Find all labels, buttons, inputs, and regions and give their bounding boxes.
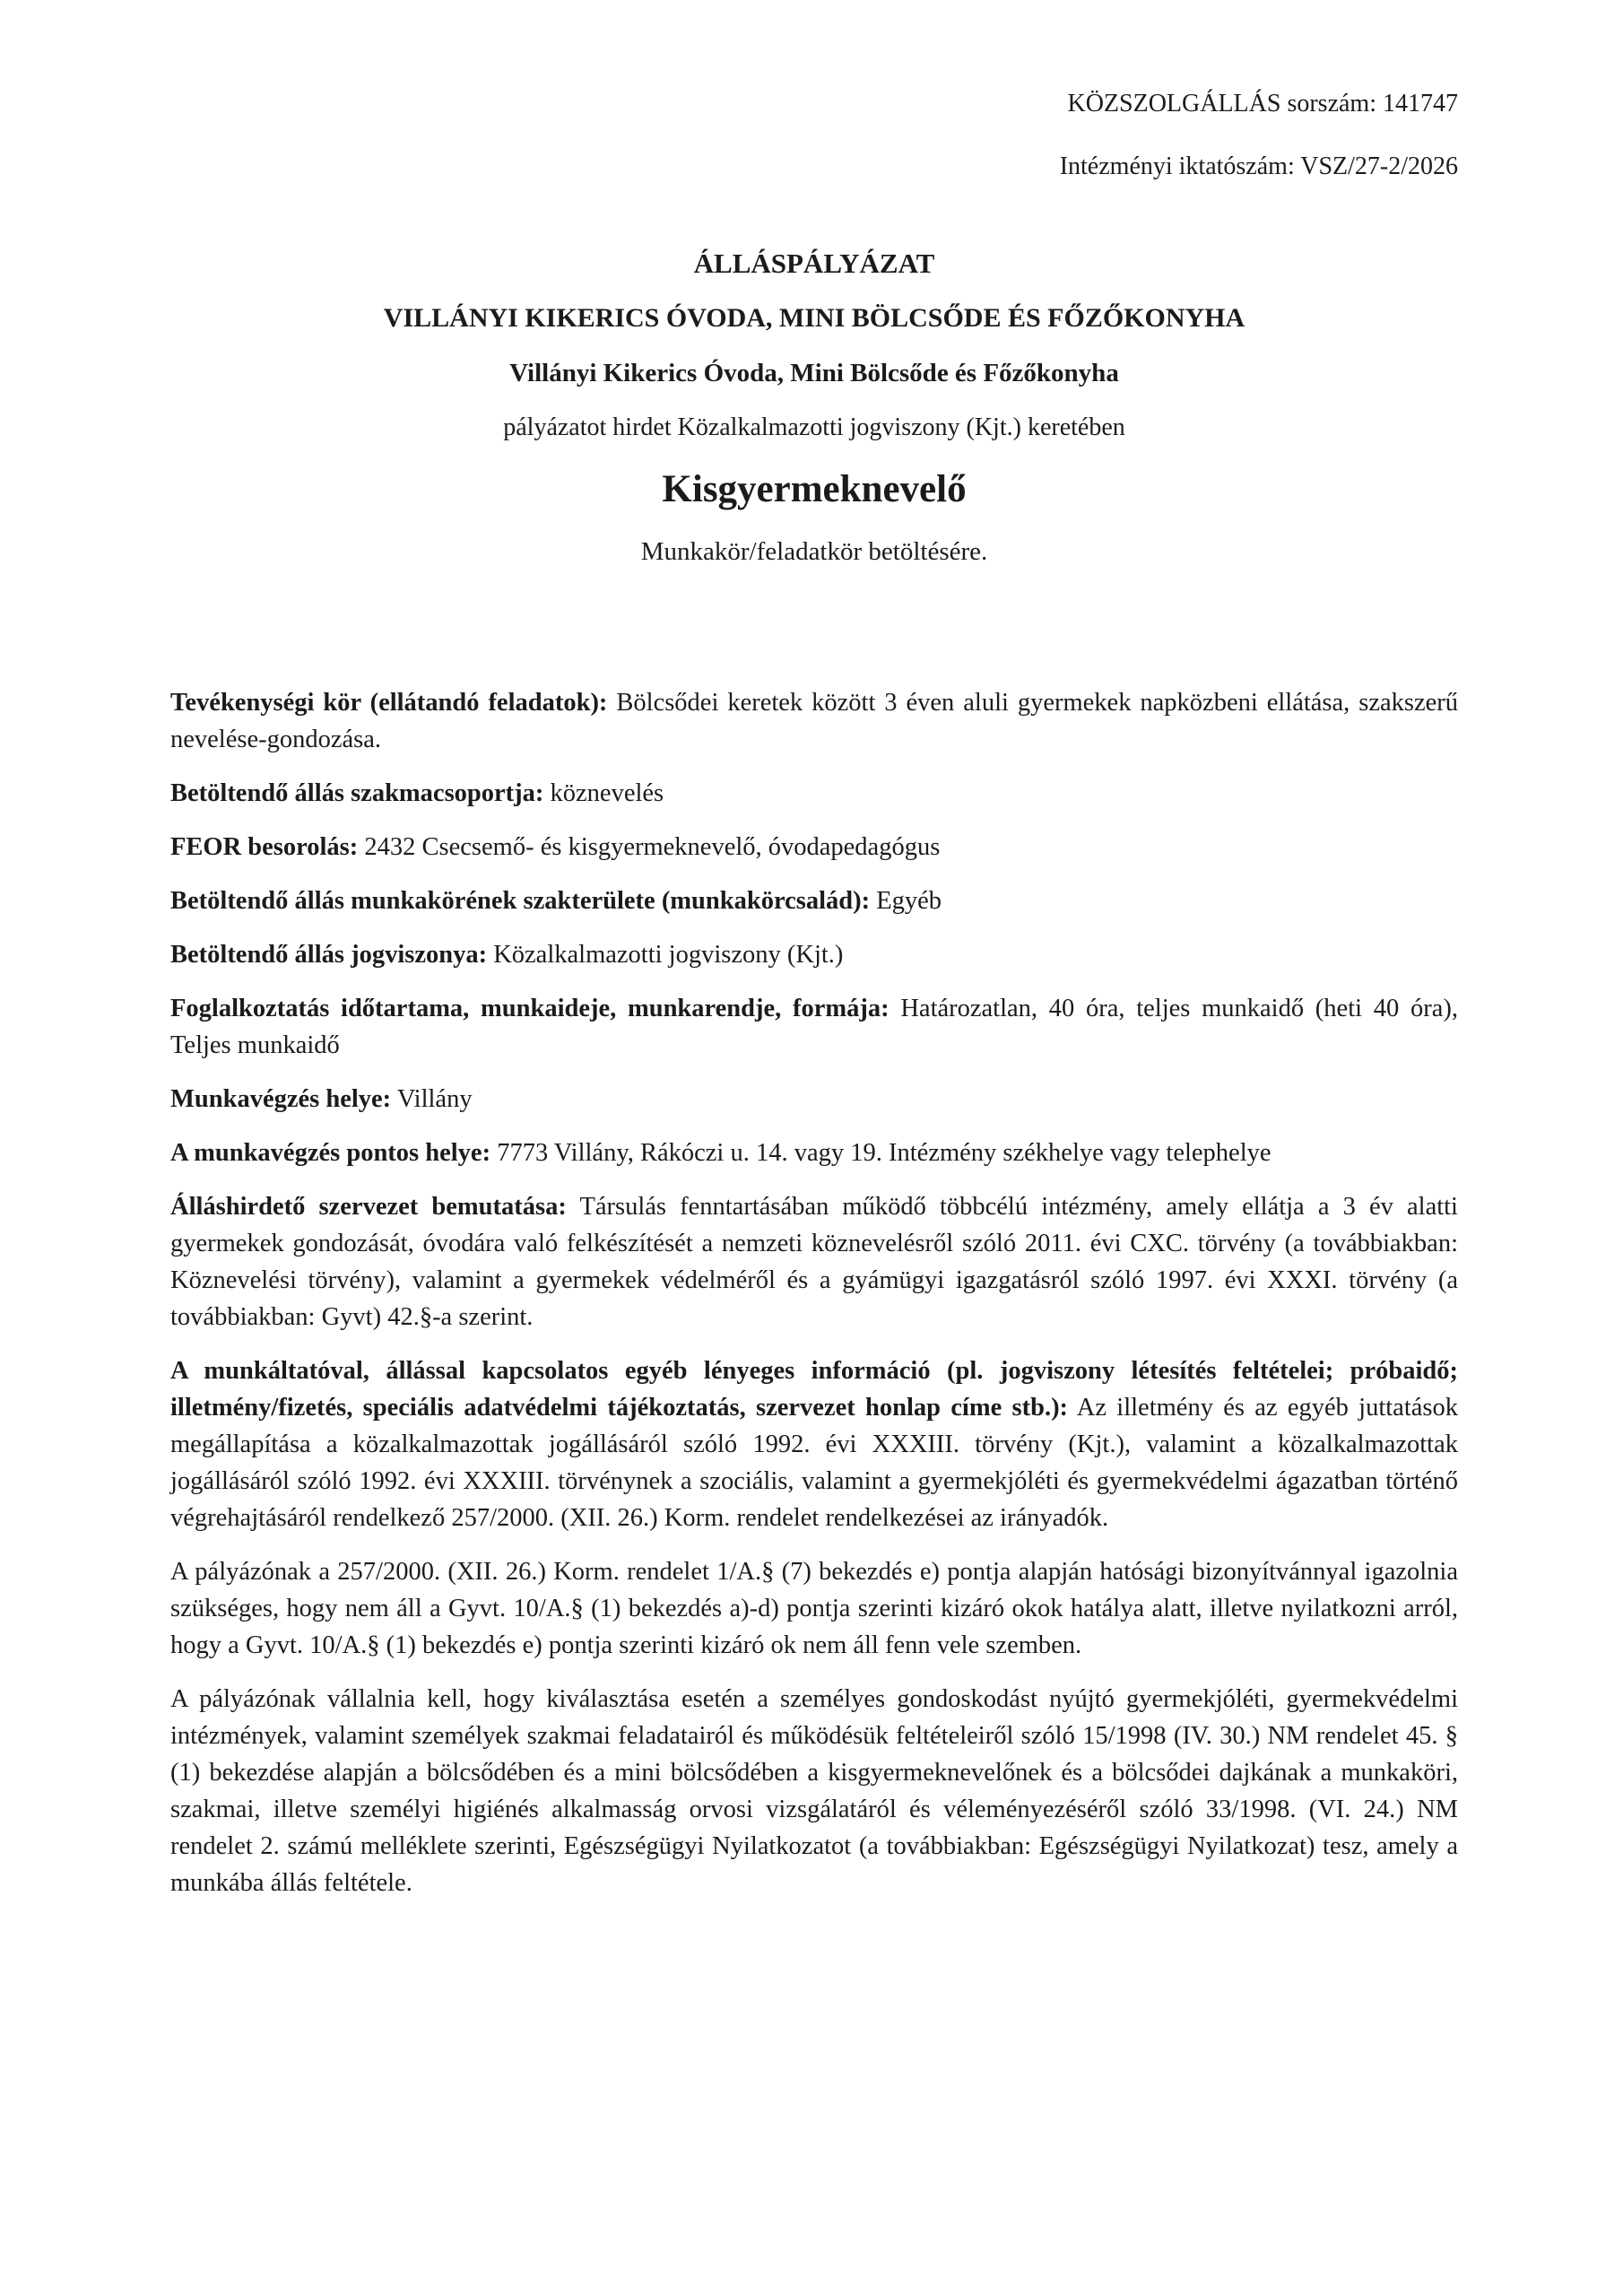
field-value: Villány <box>396 1085 473 1113</box>
job-field-paragraph <box>170 1188 1458 1335</box>
field-label: A munkavégzés pontos helye: <box>170 1139 491 1167</box>
job-field-paragraph <box>170 1081 1458 1118</box>
field-value: köznevelés <box>550 779 664 807</box>
field-value: Határozatlan, 40 óra, teljes munkaidő (heti 40 óra), Teljes munkaidő <box>170 995 1458 1059</box>
job-field-paragraph <box>170 684 1458 758</box>
field-label: FEOR besorolás: <box>170 833 359 861</box>
field-value: Közalkalmazotti jogviszony (Kjt.) <box>493 941 844 969</box>
field-value: Társulás fenntartásában működő többcélú intézmény, amely ellátja a 3 év alatti gyermekek gondozását, óvodára való felkészítését a nemzeti köznevelésről szóló 2011. évi CXC. törvény (a továbbiakban: Köznevelési törvény), valamint a gyermekek védelméről és a gyámügyi igazgatásról szóló 1997. évi XXXI. törvény (a továbbiakban: Gyvt) 42.§-a szerint. <box>170 1193 1458 1331</box>
field-label: Munkavégzés helye: <box>170 1085 392 1113</box>
position-title: Kisgyermeknevelő <box>662 468 967 510</box>
job-field-paragraph <box>170 775 1458 812</box>
field-value: Bölcsődei keretek között 3 éven aluli gyermekek napközbeni ellátása, szakszerű nevelése-gondozása. <box>170 689 1459 753</box>
organization-name-caps: VILLÁNYI KIKERICS ÓVODA, MINI BÖLCSŐDE ÉS FŐZŐKONYHA <box>383 303 1245 333</box>
job-field-paragraph <box>170 1135 1458 1171</box>
field-label: Álláshirdető szervezet bemutatása: <box>170 1193 567 1221</box>
field-value: 2432 Csecsemő- és kisgyermeknevelő, óvodapedagógus <box>364 833 941 861</box>
field-label: A munkáltatóval, állással kapcsolatos egyéb lényeges információ (pl. jogviszony létesítés feltételei; próbaidő; illetmény/fizetés, speciális adatvédelmi tájékoztatás, szervezet honlap címe stb.): <box>170 1357 1458 1422</box>
document-type-heading: ÁLLÁSPÁLYÁZAT <box>693 248 935 279</box>
serial-number-line: KÖZSZOLGÁLLÁS sorszám: 141747 <box>1067 90 1458 117</box>
job-field-paragraph <box>170 990 1458 1064</box>
field-value: A pályázónak a 257/2000. (XII. 26.) Korm. rendelet 1/A.§ (7) bekezdés e) pontja alapján hatósági bizonyítvánnyal igazolnia szükséges, hogy nem áll a Gyvt. 10/A.§ (1) bekezdés a)-d) pontja szerinti kizáró okok hatálya alatt, illetve nyilatkozni arról, hogy a Gyvt. 10/A.§ (1) bekezdés e) pontja szerinti kizáró ok nem áll fenn vele szemben. <box>170 1558 1458 1659</box>
field-value: Az illetmény és az egyéb juttatások megállapítása a közalkalmazottak jogállásáról szóló 1992. évi XXXIII. törvény (Kjt.), valamint a közalkalmazottak jogállásáról szóló 1992. évi XXXIII. törvénynek a szociális, valamint a gyermekjóléti és gyermekvédelmi ágazatban történő végrehajtásáról rendelkező 257/2000. (XII. 26.) Korm. rendelet rendelkezései az irányadók. <box>170 1394 1458 1532</box>
job-field-paragraph <box>170 1352 1458 1536</box>
job-field-paragraph <box>170 829 1458 865</box>
field-value: Egyéb <box>876 887 942 915</box>
registry-number-line: Intézményi iktatószám: VSZ/27-2/2026 <box>1059 152 1458 180</box>
job-field-paragraph <box>170 1681 1458 1901</box>
field-label: Betöltendő állás jogviszonya: <box>170 941 488 969</box>
field-label: Tevékenységi kör (ellátandó feladatok): <box>170 689 608 717</box>
organization-name: Villányi Kikerics Óvoda, Mini Bölcsőde és Főzőkonyha <box>509 359 1119 387</box>
document-header <box>170 86 1458 185</box>
field-value: A pályázónak vállalnia kell, hogy kiválasztása esetén a személyes gondoskodást nyújtó gyermekjóléti, gyermekvédelmi intézmények, valamint személyek szakmai feladatairól és működésük feltételeiről szóló 15/1998 (IV. 30.) NM rendelet 45. § (1) bekezdése alapján a bölcsődében és a mini bölcsődében a kisgyermeknevelőnek és a bölcsődei dajkának a munkaköri, szakmai, illetve személyi higiénés alkalmasság orvosi vizsgálatáról és véleményezéséről szóló 33/1998. (VI. 24.) NM rendelet 2. számú melléklete szerinti, Egészségügyi Nyilatkozatot (a továbbiakban: Egészségügyi Nyilatkozat) tesz, amely a munkába állás feltétele. <box>170 1685 1458 1897</box>
document-body <box>170 684 1458 1901</box>
field-label: Betöltendő állás szakmacsoportja: <box>170 779 544 807</box>
field-label: Foglalkoztatás időtartama, munkaideje, munkarendje, formája: <box>170 995 890 1022</box>
job-field-paragraph <box>170 883 1458 919</box>
job-field-paragraph <box>170 936 1458 973</box>
field-label: Betöltendő állás munkakörének szakterülete (munkakörcsalád): <box>170 887 871 915</box>
field-value: 7773 Villány, Rákóczi u. 14. vagy 19. Intézmény székhelye vagy telephelye <box>497 1139 1271 1167</box>
job-field-paragraph <box>170 1553 1458 1664</box>
title-block <box>170 246 1458 570</box>
announcement-line: pályázatot hirdet Közalkalmazotti jogviszony (Kjt.) keretében <box>503 413 1125 441</box>
position-subtitle: Munkakör/feladatkör betöltésére. <box>640 537 988 566</box>
